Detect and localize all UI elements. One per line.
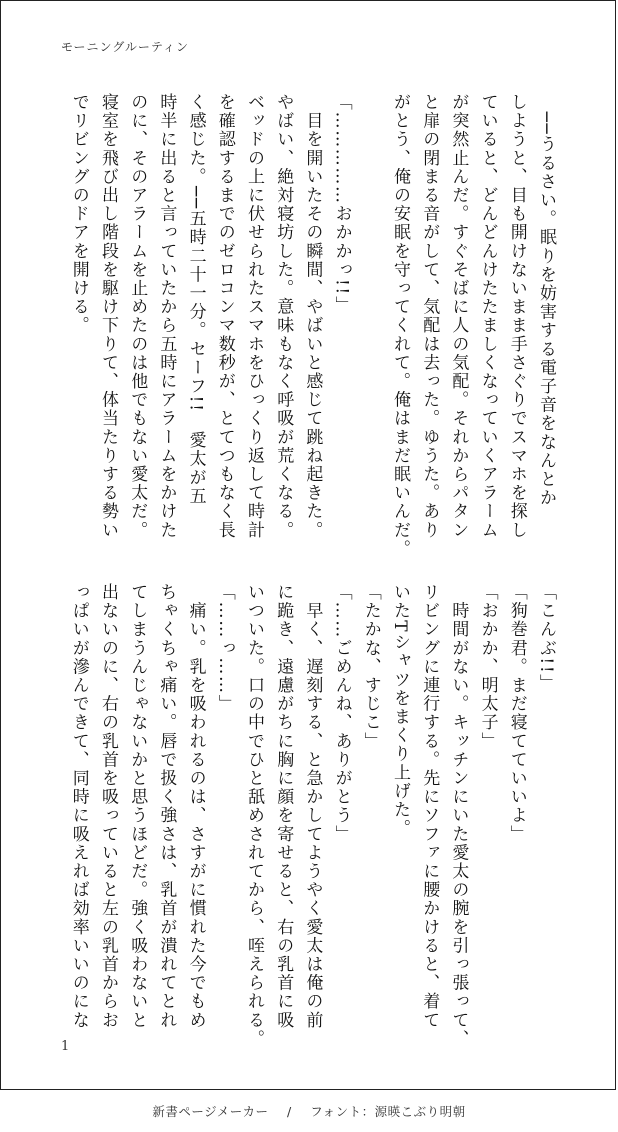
text-column: が突然止んだ。すぐそばに人の気配。それからパタン (448, 93, 469, 540)
running-title: モーニングルーティン (61, 40, 189, 54)
text-column: いたTシャツをまくり上げた。 (390, 583, 410, 838)
text-column: 痛い。乳を吸われるのは、さすがに慣れた今でもめ (185, 583, 206, 1030)
text-column: ──うるさい。眠りを妨害する電子音をなんとか (536, 93, 556, 508)
footer-font-label: フォント：源暎こぶり明朝 (310, 1104, 466, 1119)
text-column: ベッドの上に伏せられたスマホをひっくり返して時計 (244, 93, 264, 540)
text-column: やばい、絶対寝坊した。意味もなく呼吸が荒くなる。 (273, 93, 294, 540)
text-column: 時間がない。キッチンにいた愛太の腕を引っ張って、 (448, 583, 469, 1048)
text-column: 「おかか、明太子」 (477, 583, 498, 751)
text-column: 「……ごめんね、ありがとう」 (331, 583, 352, 844)
text-column: 「こんぶ!!」 (536, 583, 556, 693)
text-column: のに、そのアラームを止めたのは他でもない愛太だ。 (127, 93, 148, 540)
text-column: と扉の閉まる音がして、気配は去った。ゆうた。あり (419, 93, 440, 540)
text-column: っぱいが滲んできて、同時に吸えれば効率いいのにな (68, 583, 89, 1030)
page-number: 1 (61, 1039, 70, 1054)
footer-separator: / (287, 1104, 292, 1119)
text-column: ていると、どんどんけたたましくなっていくアラーム (477, 93, 498, 540)
text-column: てしまうんじゃないかと思うほどだ。強く吸わないと (127, 583, 148, 1030)
text-column: 目を開いたその瞬間、やばいと感じて跳ね起きた。 (302, 93, 323, 540)
text-column: ちゃくちゃ痛い。唇で扱く強さは、乳首が潰れてとれ (156, 583, 177, 1030)
text-column: でリビングのドアを開ける。 (68, 93, 89, 335)
footer-credit (0, 1102, 618, 1120)
footer-maker-label: 新書ページメーカー (152, 1104, 269, 1119)
text-column: を確認するまでのゼロコンマ数秒が、とてつもなく長 (214, 93, 235, 540)
text-column: 出ないのに、右の乳首を吸っていると左の乳首からお (98, 583, 118, 1030)
text-column: 早く、遅刻する、と急かしてようやく愛太は俺の前 (302, 583, 323, 1030)
text-column: 「たかな、すじこ」 (360, 583, 381, 751)
text-column: いついた。口の中でひと舐めされてから、咥えられる。 (244, 583, 264, 1048)
text-column: 時半に出ると言っていたから五時にアラームをかけた (156, 93, 177, 540)
text-column: く感じた。──五時二十一分。セーフ!! 愛太が五 (185, 93, 206, 506)
text-column: がとう、俺の安眠を守ってくれて。俺はまだ眠いんだ。 (390, 93, 410, 558)
text-column: 寝室を飛び出し階段を駆け下りて、体当たりする勢い (98, 93, 118, 540)
text-column: に跪き、遠慮がちに胸に顔を寄せると、右の乳首に吸 (273, 583, 294, 1030)
text-column: 「……………おかかっ!!」 (331, 93, 352, 315)
text-column: リビングに連行する。先にソファに腰かけると、着て (419, 583, 440, 1030)
text-column: 「……っ……」 (214, 583, 235, 714)
text-column: 「狗巻君。まだ寝てていいよ」 (506, 583, 527, 844)
text-column: しようと、目も開けないまま手さぐりでスマホを探し (506, 93, 527, 540)
